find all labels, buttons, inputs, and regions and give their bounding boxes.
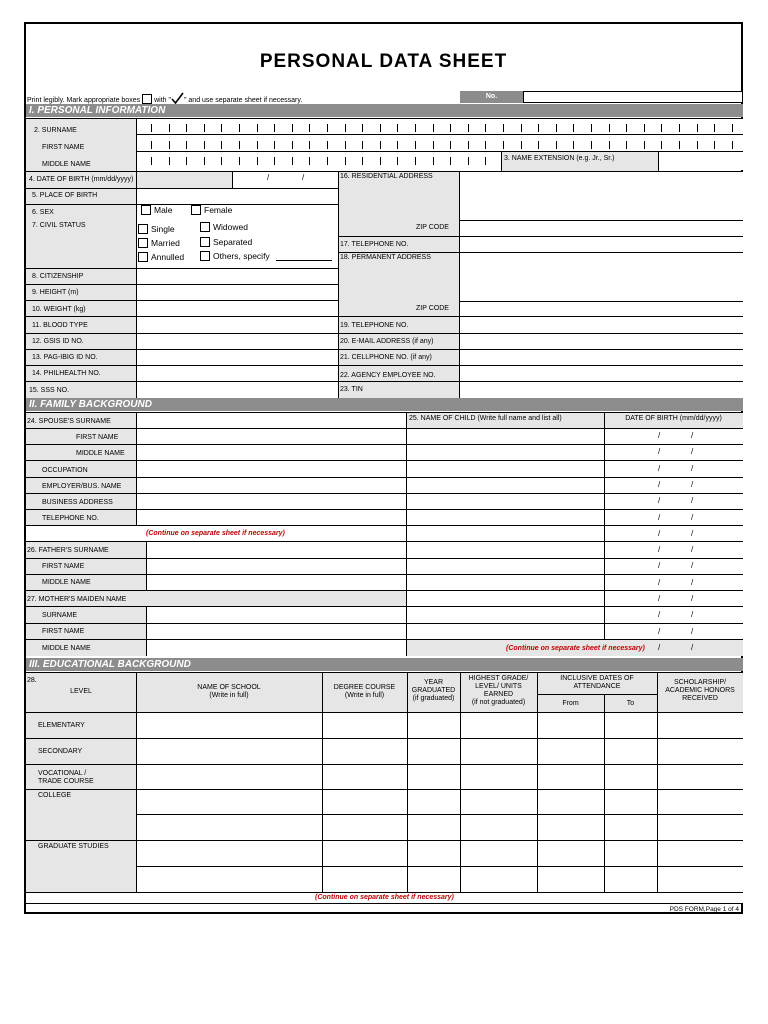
highest-header bbox=[460, 675, 537, 707]
zip-code-label-1: ZIP CODE bbox=[416, 224, 449, 231]
single-label: Single bbox=[151, 224, 175, 234]
checkbox-icon[interactable] bbox=[138, 238, 148, 248]
level-labels-bg bbox=[26, 712, 136, 892]
char-tick bbox=[380, 141, 381, 149]
char-tick bbox=[644, 124, 645, 132]
instructions-text-3: " and use separate sheet if necessary. bbox=[183, 97, 303, 104]
mother-surname-label: SURNAME bbox=[42, 612, 78, 619]
sex-option-male[interactable] bbox=[141, 205, 172, 215]
level-vocational-2: TRADE COURSE bbox=[38, 778, 94, 785]
char-tick bbox=[151, 141, 152, 149]
father-middle-name-label: MIDDLE NAME bbox=[42, 579, 91, 586]
char-tick bbox=[556, 124, 557, 132]
child-date-separator: / bbox=[658, 545, 661, 554]
child-date-separator: / bbox=[691, 529, 694, 538]
record-number-label: No. bbox=[460, 91, 523, 103]
char-tick bbox=[292, 157, 293, 165]
char-tick bbox=[380, 157, 381, 165]
telephone-17-label: 17. TELEPHONE NO. bbox=[340, 241, 409, 248]
civil-option-annulled[interactable] bbox=[138, 252, 184, 262]
civil-option-separated[interactable] bbox=[200, 237, 252, 247]
char-tick bbox=[661, 141, 662, 149]
char-tick bbox=[309, 157, 310, 165]
level-secondary: SECONDARY bbox=[38, 748, 83, 755]
scholarship-header: SCHOLARSHIP/ ACADEMIC HONORS RECEIVED bbox=[665, 679, 735, 702]
char-tick bbox=[661, 124, 662, 132]
char-tick bbox=[521, 141, 522, 149]
section-family-background: II. FAMILY BACKGROUND bbox=[26, 398, 743, 411]
char-tick bbox=[274, 141, 275, 149]
continue-note-2: (Continue on separate sheet if necessary) bbox=[506, 645, 645, 652]
child-date-separator: / bbox=[658, 529, 661, 538]
char-tick bbox=[538, 124, 539, 132]
annulled-label: Annulled bbox=[151, 252, 185, 262]
char-tick bbox=[609, 141, 610, 149]
pob-field[interactable] bbox=[136, 188, 338, 204]
char-tick bbox=[327, 124, 328, 132]
sss-label: 15. SSS NO. bbox=[26, 382, 136, 398]
char-tick bbox=[450, 124, 451, 132]
char-tick bbox=[257, 141, 258, 149]
mother-maiden-name-label: 27. MOTHER'S MAIDEN NAME bbox=[27, 596, 127, 603]
child-date-separator: / bbox=[691, 594, 694, 603]
level-college: COLLEGE bbox=[38, 792, 72, 799]
char-tick bbox=[485, 157, 486, 165]
char-tick bbox=[415, 141, 416, 149]
others-specify-line bbox=[276, 260, 332, 261]
school-header-title: NAME OF SCHOOL bbox=[197, 684, 261, 691]
char-tick bbox=[151, 157, 152, 165]
name-extension-label: 3. NAME EXTENSION (e.g. Jr., Sr.) bbox=[501, 152, 658, 171]
char-tick bbox=[697, 124, 698, 132]
section-educational-background: III. EDUCATIONAL BACKGROUND bbox=[26, 658, 743, 671]
char-tick bbox=[397, 157, 398, 165]
char-tick bbox=[626, 124, 627, 132]
permanent-address-label: 18. PERMANENT ADDRESS bbox=[340, 254, 431, 261]
level-header: LEVEL bbox=[70, 688, 92, 695]
child-date-separator: / bbox=[691, 464, 694, 473]
level-vocational-1: VOCATIONAL / bbox=[38, 770, 87, 777]
char-tick bbox=[433, 124, 434, 132]
child-date-separator: / bbox=[691, 643, 694, 652]
section-personal-information: I. PERSONAL INFORMATION bbox=[26, 104, 743, 117]
char-tick bbox=[450, 141, 451, 149]
business-address-label: BUSINESS ADDRESS bbox=[42, 499, 113, 506]
char-tick bbox=[397, 141, 398, 149]
education-fields[interactable] bbox=[136, 712, 743, 892]
checkbox-icon[interactable] bbox=[200, 237, 210, 247]
surname-field[interactable] bbox=[136, 118, 743, 134]
char-tick bbox=[415, 157, 416, 165]
highest-header-sub: (if not graduated) bbox=[471, 699, 526, 706]
char-tick bbox=[221, 124, 222, 132]
child-date-separator: / bbox=[691, 561, 694, 570]
separated-label: Separated bbox=[213, 237, 253, 247]
sex-option-female[interactable] bbox=[191, 205, 232, 215]
char-tick bbox=[468, 141, 469, 149]
char-tick bbox=[169, 157, 170, 165]
record-number-field[interactable] bbox=[523, 91, 743, 103]
char-tick bbox=[415, 124, 416, 132]
char-tick bbox=[169, 141, 170, 149]
civil-option-others[interactable] bbox=[200, 251, 270, 261]
char-tick bbox=[257, 157, 258, 165]
char-tick bbox=[151, 124, 152, 132]
civil-option-widowed[interactable] bbox=[200, 222, 248, 232]
spouse-telephone-label: TELEPHONE NO. bbox=[42, 515, 99, 522]
checkbox-icon[interactable] bbox=[191, 205, 201, 215]
checkbox-icon[interactable] bbox=[138, 224, 148, 234]
continue-note-3: (Continue on separate sheet if necessary) bbox=[315, 894, 454, 901]
child-date-separator: / bbox=[658, 496, 661, 505]
char-tick bbox=[433, 141, 434, 149]
highest-header-title: HIGHEST GRADE/ LEVEL/ UNITS EARNED bbox=[468, 675, 529, 698]
father-fields[interactable] bbox=[146, 542, 406, 591]
char-tick bbox=[327, 157, 328, 165]
zip-code-label-2: ZIP CODE bbox=[416, 305, 449, 312]
char-tick bbox=[186, 124, 187, 132]
char-tick bbox=[503, 141, 504, 149]
dob-separator: / bbox=[267, 173, 270, 182]
civil-option-single[interactable] bbox=[138, 224, 175, 234]
personal-data-sheet-form bbox=[24, 22, 743, 914]
page-footer: PDS FORM,Page 1 of 4 bbox=[669, 906, 739, 913]
dob-label: 4. DATE OF BIRTH (mm/dd/yyyy) bbox=[26, 171, 232, 188]
char-tick bbox=[292, 124, 293, 132]
from-header: From bbox=[562, 700, 579, 707]
child-date-separator: / bbox=[658, 513, 661, 522]
mother-first-name-label: FIRST NAME bbox=[42, 628, 85, 635]
pob-label: 5. PLACE OF BIRTH bbox=[32, 192, 98, 199]
char-tick bbox=[186, 141, 187, 149]
child-date-separator: / bbox=[658, 610, 661, 619]
level-graduate: GRADUATE STUDIES bbox=[38, 843, 109, 850]
occupation-label: OCCUPATION bbox=[42, 467, 88, 474]
child-date-separator: / bbox=[658, 431, 661, 440]
citizenship-label: 8. CITIZENSHIP bbox=[32, 273, 84, 280]
char-tick bbox=[697, 141, 698, 149]
child-date-separator: / bbox=[691, 447, 694, 456]
child-date-separator: / bbox=[658, 561, 661, 570]
school-header bbox=[136, 684, 322, 700]
children-header: 25. NAME OF CHILD (Write full name and list all) bbox=[406, 412, 604, 428]
continue-note-1: (Continue on separate sheet if necessary) bbox=[146, 530, 285, 537]
spouse-surname-label: 24. SPOUSE'S SURNAME bbox=[27, 418, 111, 425]
child-date-separator: / bbox=[691, 480, 694, 489]
address-fields[interactable] bbox=[459, 171, 743, 398]
child-date-separator: / bbox=[658, 643, 661, 652]
char-tick bbox=[644, 141, 645, 149]
email-label: 20. E-MAIL ADDRESS (if any) bbox=[340, 338, 434, 345]
char-tick bbox=[204, 157, 205, 165]
gsis-label: 12. GSIS ID NO. bbox=[32, 338, 84, 345]
char-tick bbox=[485, 124, 486, 132]
telephone-19-label: 19. TELEPHONE NO. bbox=[340, 322, 409, 329]
surname-label: 2. SURNAME bbox=[34, 127, 77, 134]
child-date-separator: / bbox=[658, 594, 661, 603]
children-dob-header: DATE OF BIRTH (mm/dd/yyyy) bbox=[604, 412, 743, 428]
name-extension-field[interactable] bbox=[658, 152, 743, 170]
height-label: 9. HEIGHT (m) bbox=[32, 289, 79, 296]
child-date-separator: / bbox=[658, 578, 661, 587]
middle-name-field[interactable] bbox=[136, 152, 501, 170]
char-tick bbox=[732, 141, 733, 149]
char-tick bbox=[468, 124, 469, 132]
char-tick bbox=[503, 124, 504, 132]
married-label: Married bbox=[151, 238, 180, 248]
char-tick bbox=[239, 124, 240, 132]
blood-type-label: 11. BLOOD TYPE bbox=[32, 322, 88, 329]
child-date-separator: / bbox=[658, 447, 661, 456]
philhealth-label: 14. PHILHEALTH NO. bbox=[32, 370, 101, 377]
child-date-separator: / bbox=[691, 496, 694, 505]
degree-header-title: DEGREE COURSE bbox=[333, 684, 396, 691]
first-name-field[interactable] bbox=[136, 135, 743, 151]
address-labels-bg bbox=[338, 171, 459, 398]
char-tick bbox=[362, 157, 363, 165]
char-tick bbox=[257, 124, 258, 132]
char-tick bbox=[362, 141, 363, 149]
checkbox-sample-icon bbox=[142, 94, 152, 104]
instructions-text-2: with " bbox=[154, 97, 171, 104]
char-tick bbox=[204, 141, 205, 149]
char-tick bbox=[485, 141, 486, 149]
child-date-separator: / bbox=[691, 431, 694, 440]
char-tick bbox=[345, 124, 346, 132]
pagibig-label: 13. PAG-IBIG ID NO. bbox=[32, 354, 98, 361]
sex-label: 6. SEX bbox=[32, 209, 54, 216]
year-header bbox=[407, 679, 460, 703]
char-tick bbox=[591, 141, 592, 149]
child-date-separator: / bbox=[691, 513, 694, 522]
char-tick bbox=[591, 124, 592, 132]
char-tick bbox=[327, 141, 328, 149]
year-header-title: YEAR GRADUATED bbox=[411, 679, 456, 694]
char-tick bbox=[609, 124, 610, 132]
char-tick bbox=[186, 157, 187, 165]
char-tick bbox=[274, 157, 275, 165]
char-tick bbox=[732, 124, 733, 132]
char-tick bbox=[274, 124, 275, 132]
cellphone-label: 21. CELLPHONE NO. (if any) bbox=[340, 354, 432, 361]
char-tick bbox=[221, 141, 222, 149]
weight-label: 10. WEIGHT (kg) bbox=[32, 306, 86, 313]
mother-middle-name-label: MIDDLE NAME bbox=[42, 645, 91, 652]
child-date-separator: / bbox=[691, 610, 694, 619]
agency-employee-label: 22. AGENCY EMPLOYEE NO. bbox=[340, 372, 436, 379]
char-tick bbox=[239, 157, 240, 165]
degree-header bbox=[322, 684, 407, 700]
child-date-separator: / bbox=[691, 545, 694, 554]
checkbox-icon[interactable] bbox=[138, 252, 148, 262]
char-tick bbox=[397, 124, 398, 132]
char-tick bbox=[714, 124, 715, 132]
checkbox-icon[interactable] bbox=[200, 222, 210, 232]
char-tick bbox=[626, 141, 627, 149]
char-tick bbox=[521, 124, 522, 132]
others-label: Others, specify bbox=[213, 251, 270, 261]
char-tick bbox=[573, 124, 574, 132]
child-date-separator: / bbox=[658, 480, 661, 489]
char-tick bbox=[380, 124, 381, 132]
dob-separator: / bbox=[302, 173, 305, 182]
char-tick bbox=[538, 141, 539, 149]
employer-label: EMPLOYER/BUS. NAME bbox=[42, 483, 122, 490]
dob-field[interactable] bbox=[232, 171, 338, 188]
char-tick bbox=[679, 124, 680, 132]
char-tick bbox=[362, 124, 363, 132]
residential-address-label: 16. RESIDENTIAL ADDRESS bbox=[340, 173, 433, 180]
char-tick bbox=[292, 141, 293, 149]
char-tick bbox=[468, 157, 469, 165]
child-date-separator: / bbox=[691, 627, 694, 636]
char-tick bbox=[345, 157, 346, 165]
to-header: To bbox=[626, 700, 635, 707]
char-tick bbox=[204, 124, 205, 132]
checkbox-icon[interactable] bbox=[200, 251, 210, 261]
mother-fields[interactable] bbox=[146, 607, 406, 656]
char-tick bbox=[556, 141, 557, 149]
char-tick bbox=[714, 141, 715, 149]
civil-status-label: 7. CIVIL STATUS bbox=[32, 222, 86, 229]
school-header-sub: (Write in full) bbox=[209, 692, 249, 699]
tin-label: 23. TIN bbox=[340, 386, 363, 393]
civil-option-married[interactable] bbox=[138, 238, 180, 248]
middle-name-label: MIDDLE NAME bbox=[42, 161, 91, 168]
char-tick bbox=[239, 141, 240, 149]
child-date-separator: / bbox=[658, 464, 661, 473]
char-tick bbox=[169, 124, 170, 132]
level-elementary: ELEMENTARY bbox=[38, 722, 85, 729]
char-tick bbox=[309, 141, 310, 149]
widowed-label: Widowed bbox=[213, 222, 248, 232]
char-tick bbox=[309, 124, 310, 132]
char-tick bbox=[345, 141, 346, 149]
char-tick bbox=[679, 141, 680, 149]
checkbox-icon[interactable] bbox=[141, 205, 151, 215]
male-label: Male bbox=[154, 205, 173, 215]
first-name-label: FIRST NAME bbox=[42, 144, 85, 151]
child-date-separator: / bbox=[691, 578, 694, 587]
year-header-sub: (if graduated) bbox=[412, 695, 455, 702]
child-date-separator: / bbox=[658, 627, 661, 636]
inclusive-header: INCLUSIVE DATES OF ATTENDANCE bbox=[560, 675, 634, 690]
char-tick bbox=[221, 157, 222, 165]
degree-header-sub: (Write in full) bbox=[344, 692, 385, 699]
char-tick bbox=[433, 157, 434, 165]
instructions-text-1: Print legibly. Mark appropriate boxes bbox=[27, 97, 141, 104]
father-first-name-label: FIRST NAME bbox=[42, 563, 85, 570]
education-item-number: 28. bbox=[27, 677, 37, 684]
spouse-first-name-label: FIRST NAME bbox=[76, 434, 119, 441]
female-label: Female bbox=[204, 205, 233, 215]
spouse-middle-name-label: MIDDLE NAME bbox=[76, 450, 125, 457]
char-tick bbox=[450, 157, 451, 165]
father-surname-label: 26. FATHER'S SURNAME bbox=[27, 547, 109, 554]
char-tick bbox=[573, 141, 574, 149]
page-title: PERSONAL DATA SHEET bbox=[259, 51, 508, 72]
